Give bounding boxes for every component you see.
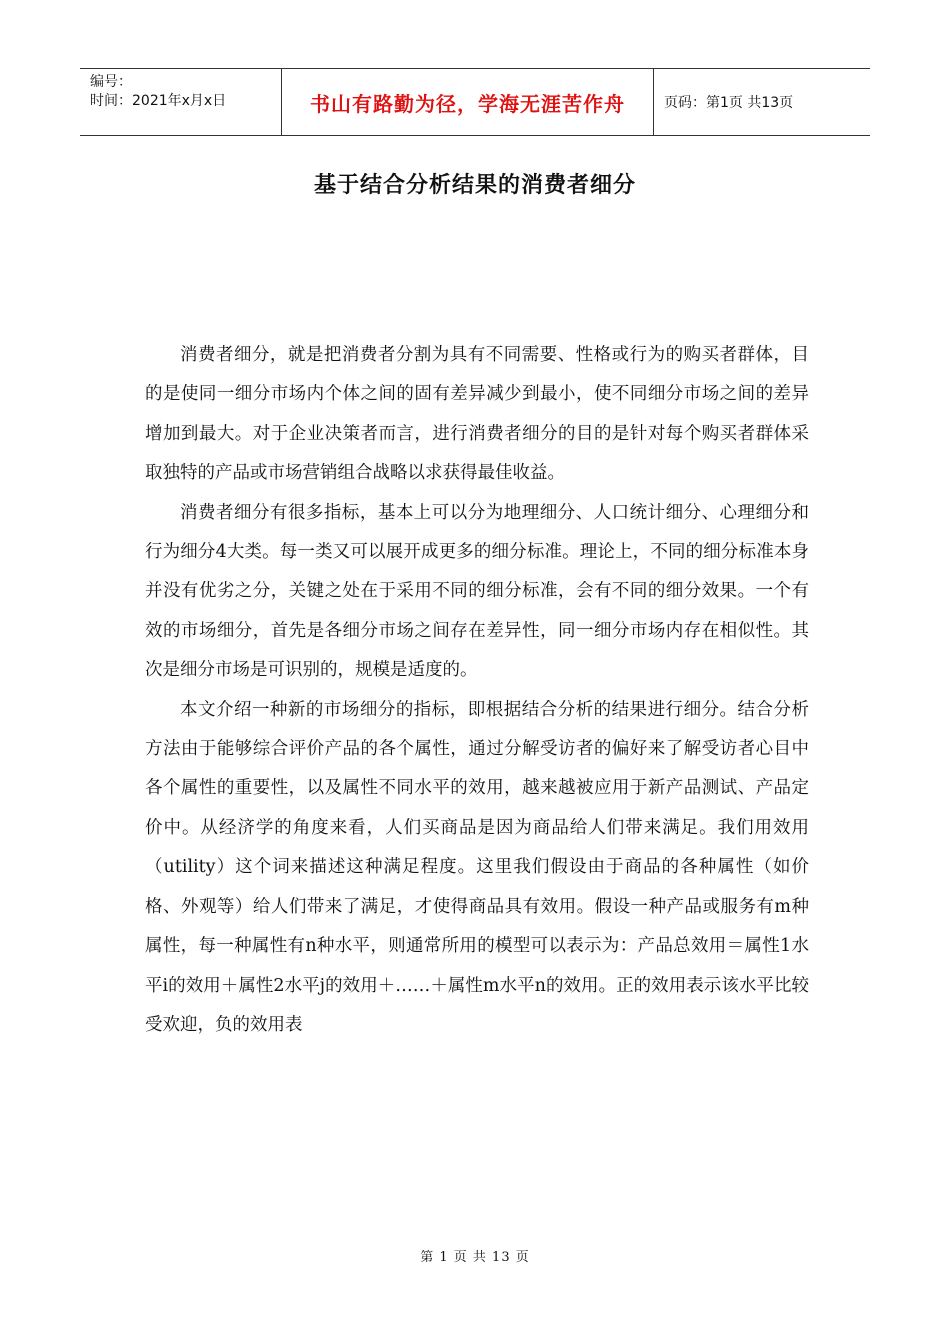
document-time-label: 时间：2021年x月x日 xyxy=(90,93,227,109)
document-body xyxy=(145,336,809,1045)
paragraph: 本文介绍一种新的市场细分的指标，即根据结合分析的结果进行细分。结合分析方法由于能够综合评价产品的各个属性，通过分解受访者的偏好来了解受访者心目中各个属性的重要性，以及属性不同水平的效用，越来越被应用于新产品测试、产品定价中。从经济学的角度来看，人们买商品是因为商品给人们带来满足。我们用效用（utility）这个词来描述这种满足程度。这里我们假设由于商品的各种属性（如价格、外观等）给人们带来了满足，才使得商品具有效用。假设一种产品或服务有m种属性，每一种属性有n种水平，则通常所用的模型可以表示为：产品总效用＝属性1水平i的效用＋属性2水平j的效用＋……＋属性m水平n的效用。正的效用表示该水平比较受欢迎，负的效用表 xyxy=(145,699,809,1035)
header-meta xyxy=(80,69,282,135)
paragraph: 消费者细分有很多指标，基本上可以分为地理细分、人口统计细分、心理细分和行为细分4大类。每一类又可以展开成更多的细分标准。理论上，不同的细分标准本身并没有优劣之分，关键之处在于采用不同的细分标准，会有不同的细分效果。一个有效的市场细分，首先是各细分市场之间存在差异性，同一细分市场内存在相似性。其次是细分市场是可识别的，规模是适度的。 xyxy=(145,502,809,681)
document-number-label: 编号： xyxy=(90,74,132,90)
header-motto: 书山有路勤为径，学海无涯苦作舟 xyxy=(282,69,654,135)
header-page-info: 页码：第1页 共13页 xyxy=(664,95,794,111)
page-header xyxy=(80,68,870,136)
document-title: 基于结合分析结果的消费者细分 xyxy=(313,173,636,198)
paragraph: 消费者细分，就是把消费者分割为具有不同需要、性格或行为的购买者群体，目的是使同一细分市场内个体之间的固有差异减少到最小，使不同细分市场之间的差异增加到最大。对于企业决策者而言，进行消费者细分的目的是针对每个购买者群体采取独特的产品或市场营销组合战略以求获得最佳收益。 xyxy=(145,345,809,484)
page-footer: 第 1 页 共 13 页 xyxy=(420,1250,530,1265)
